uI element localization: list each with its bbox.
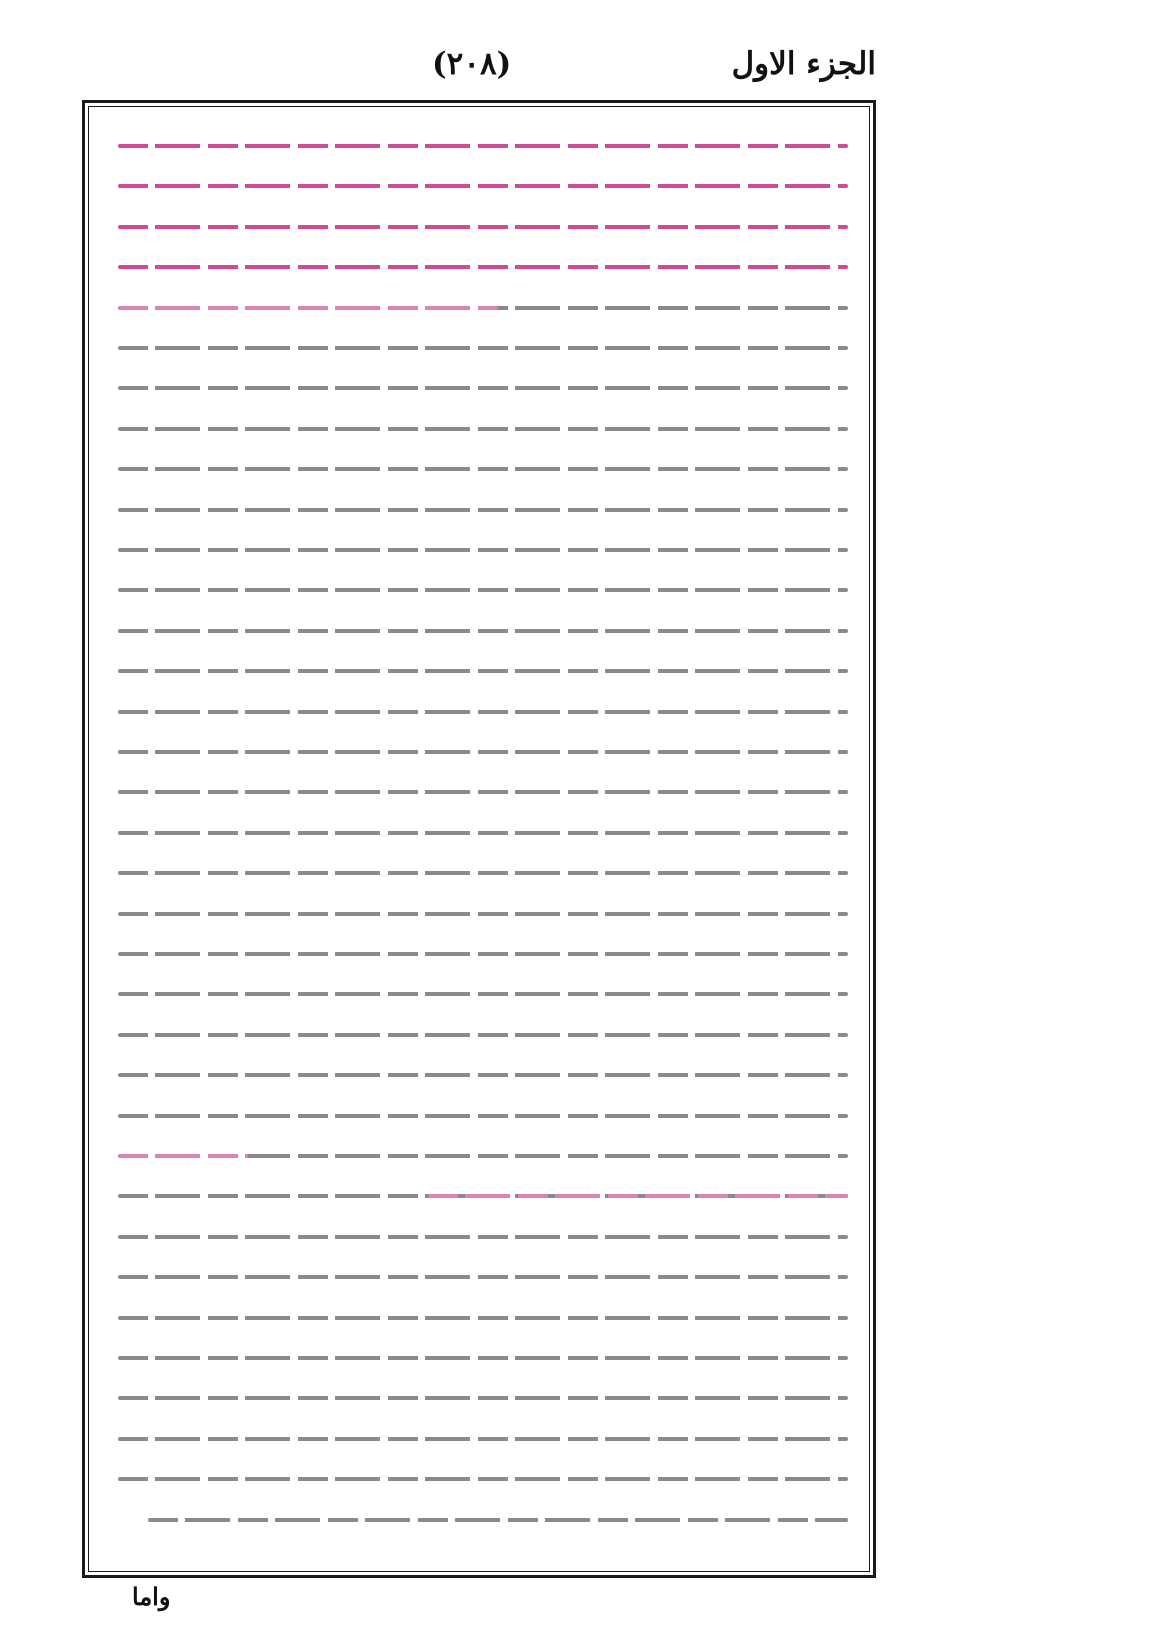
text-line [118,588,848,592]
body-text-block [118,126,848,1552]
text-line [118,548,848,552]
text-line [118,1275,848,1279]
text-line [118,1316,848,1320]
text-line [118,1073,848,1077]
page-header [82,40,876,100]
text-line [118,265,848,269]
text-line [118,1477,848,1481]
text-line [118,1235,848,1239]
text-line [118,346,848,350]
text-line [118,467,848,471]
text-line [118,1114,848,1118]
highlighted-phrase [118,1154,248,1158]
text-line [118,306,848,310]
text-line [118,710,848,714]
text-line [118,225,848,229]
text-line [118,386,848,390]
text-line [118,1033,848,1037]
text-line [118,952,848,956]
text-line [148,1518,848,1522]
text-line [118,1356,848,1360]
highlighted-phrase [428,1194,848,1198]
text-line [118,508,848,512]
text-line [118,831,848,835]
page-number: (٢٠٨) [432,46,512,82]
text-line [118,184,848,188]
text-line [118,750,848,754]
text-line [118,871,848,875]
text-line [118,790,848,794]
text-line [118,669,848,673]
catchword: واما [132,1582,171,1611]
text-line [118,912,848,916]
highlighted-phrase [118,306,498,310]
text-line [118,1396,848,1400]
text-line [118,1154,848,1158]
text-line [118,992,848,996]
text-line [118,1194,848,1198]
text-line [118,1437,848,1441]
text-line [118,144,848,148]
text-line [118,427,848,431]
part-title: الجزء الاول [731,46,876,82]
text-line [118,629,848,633]
